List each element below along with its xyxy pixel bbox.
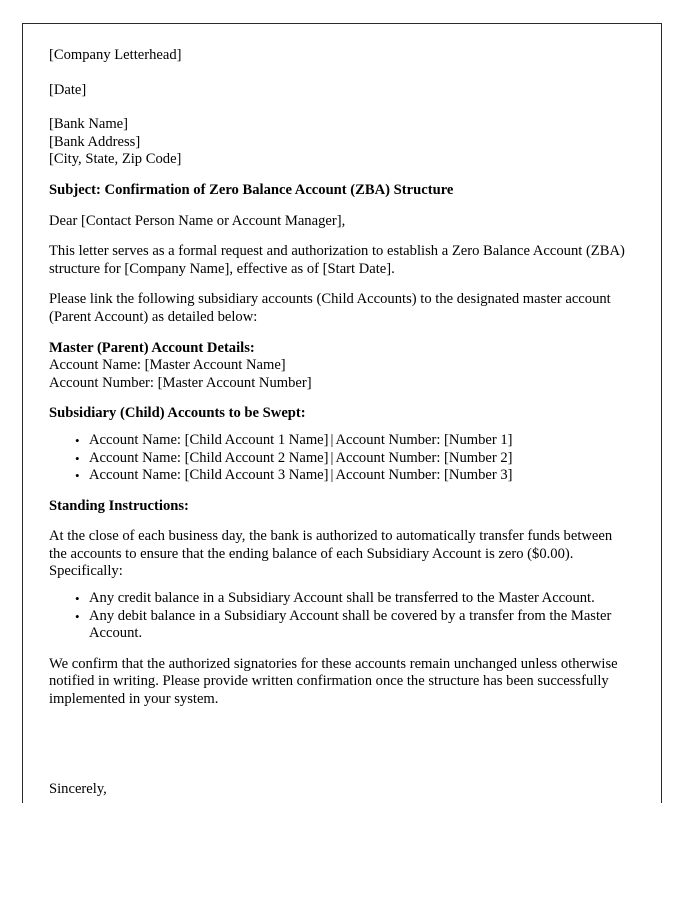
document-page bbox=[22, 23, 662, 803]
subject-line: Subject: Confirmation of Zero Balance Account (ZBA) Structure bbox=[49, 181, 454, 198]
field-separator: | bbox=[330, 431, 334, 448]
closing-paragraph: We confirm that the authorized signatories for these accounts remain unchanged unless otherwise notified in writing. Please provide written confirmation once the structure has been successfully implemented in your system. bbox=[49, 655, 618, 708]
sign-off: Sincerely, bbox=[49, 781, 107, 797]
recipient-city-state-zip: [City, State, Zip Code] bbox=[49, 151, 182, 168]
salutation: Dear [Contact Person Name or Account Manager], bbox=[49, 212, 346, 229]
company-letterhead: [Company Letterhead] bbox=[49, 47, 182, 63]
standing-instructions-paragraph: At the close of each business day, the bank is authorized to automatically transfer funds between the accounts to ensure that the ending balance of each Subsidiary Account is zero ($0.00). Specifically: bbox=[49, 528, 613, 580]
list-item: • Any credit balance in a Subsidiary Account shall be transferred to the Master Account. bbox=[49, 590, 631, 608]
child-account-number: Account Number: [Number 1] bbox=[335, 431, 513, 448]
child-account-number: Account Number: [Number 2] bbox=[335, 449, 513, 466]
field-separator: | bbox=[330, 449, 334, 466]
standing-instructions-section bbox=[49, 498, 631, 643]
list-item bbox=[49, 450, 631, 468]
subsidiary-account-section bbox=[49, 405, 631, 484]
field-separator: | bbox=[330, 467, 334, 484]
standing-instructions-list bbox=[49, 590, 631, 643]
subsidiary-accounts-heading: Subsidiary (Child) Accounts to be Swept: bbox=[49, 405, 306, 422]
recipient-address-block bbox=[49, 116, 631, 169]
master-account-number: Account Number: [Master Account Number] bbox=[49, 374, 312, 391]
link-request-paragraph: Please link the following subsidiary accounts (Child Accounts) to the designated master account (Parent Account) as detailed below: bbox=[49, 291, 611, 325]
list-item: • Any debit balance in a Subsidiary Account shall be covered by a transfer from the Master Account. bbox=[49, 608, 631, 643]
child-account-number: Account Number: [Number 3] bbox=[335, 467, 513, 484]
letter-body bbox=[49, 47, 631, 709]
standing-instructions-heading: Standing Instructions: bbox=[49, 497, 189, 514]
master-account-heading: Master (Parent) Account Details: bbox=[49, 339, 255, 356]
letter-date: [Date] bbox=[49, 81, 87, 98]
intro-paragraph: This letter serves as a formal request and authorization to establish a Zero Balance Account (ZBA) structure for [Company Name], effective as of [Start Date]. bbox=[49, 243, 625, 277]
child-account-name: Account Name: [Child Account 3 Name] bbox=[89, 467, 329, 484]
child-account-name: Account Name: [Child Account 1 Name] bbox=[89, 431, 329, 448]
master-account-section bbox=[49, 340, 631, 393]
child-account-name: Account Name: [Child Account 2 Name] bbox=[89, 449, 329, 466]
subsidiary-account-list bbox=[49, 432, 631, 485]
list-item bbox=[49, 467, 631, 485]
recipient-bank-address: [Bank Address] bbox=[49, 133, 141, 150]
master-account-name: Account Name: [Master Account Name] bbox=[49, 357, 286, 374]
list-item bbox=[49, 432, 631, 450]
recipient-bank-name: [Bank Name] bbox=[49, 116, 129, 133]
